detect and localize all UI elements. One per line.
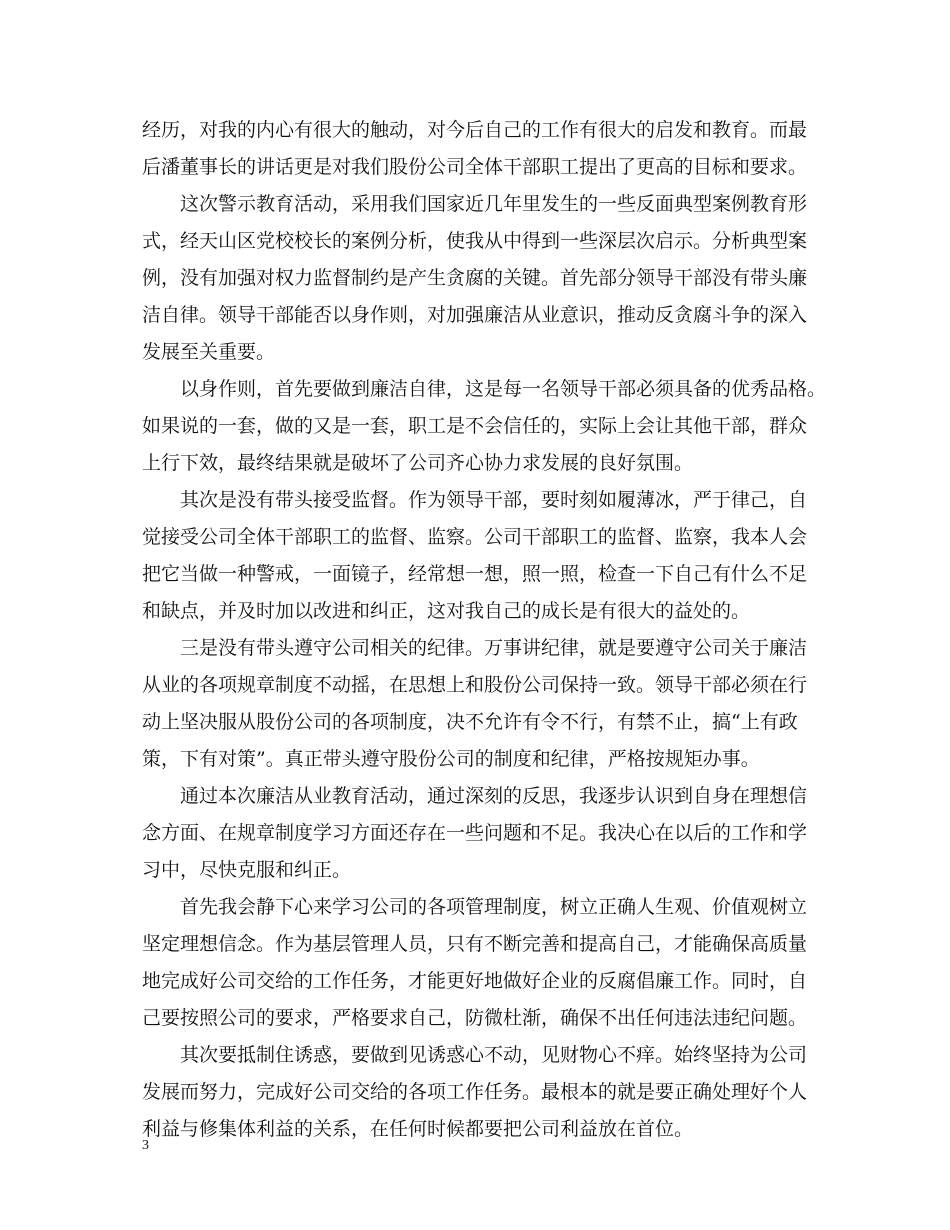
text-line: 发展至关重要。 (142, 341, 276, 363)
text-line: 式，经天山区党校校长的案例分析，使我从中得到一些深层次启示。分析典型案 (142, 230, 808, 252)
text-line: 习中，尽快克服和纠正。 (142, 859, 352, 881)
text-line: 上行下效，最终结果就是破坏了公司齐心协力求发展的良好氛围。 (142, 452, 694, 474)
text-line: 如果说的一套，做的又是一套，职工是不会信任的，实际上会让其他干部，群众 (142, 415, 808, 437)
text-line: 其次是没有带头接受监督。作为领导干部，要时刻如履薄冰，严于律己，自 (142, 489, 808, 511)
text-line: 这次警示教育活动，采用我们国家近几年里发生的一些反面典型案例教育形 (142, 193, 808, 215)
text-line: 动上坚决服从股份公司的各项制度，决不允许有令不行，有禁不止，搞“上有政 (142, 711, 798, 733)
text-line: 后潘董事长的讲话更是对我们股份公司全体干部职工提出了更高的目标和要求。 (142, 156, 808, 178)
text-line: 念方面、在规章制度学习方面还存在一些问题和不足。我决心在以后的工作和学 (142, 822, 808, 844)
text-line: 首先我会静下心来学习公司的各项管理制度，树立正确人生观、价值观树立 (142, 896, 808, 918)
text-line: 三是没有带头遵守公司相关的纪律。万事讲纪律，就是要遵守公司关于廉洁 (142, 637, 808, 659)
text-line: 经历，对我的内心有很大的触动，对今后自己的工作有很大的启发和教育。而最 (142, 119, 808, 141)
text-line: 洁自律。领导干部能否以身作则，对加强廉洁从业意识，推动反贪腐斗争的深入 (142, 304, 808, 326)
text-line: 地完成好公司交给的工作任务，才能更好地做好企业的反腐倡廉工作。同时，自 (142, 970, 808, 992)
text-line: 通过本次廉洁从业教育活动，通过深刻的反思，我逐步认识到自身在理想信 (142, 785, 808, 807)
page-number: 3 (142, 1138, 149, 1153)
text-line: 坚定理想信念。作为基层管理人员，只有不断完善和提高自己，才能确保高质量 (142, 933, 808, 955)
text-line: 和缺点，并及时加以改进和纠正，这对我自己的成长是有很大的益处的。 (142, 600, 751, 622)
text-line: 发展而努力，完成好公司交给的各项工作任务。最根本的就是要正确处理好个人 (142, 1081, 808, 1103)
text-line: 策，下有对策”。真正带头遵守股份公司的制度和纪律，严格按规矩办事。 (142, 748, 760, 770)
text-line: 以身作则，首先要做到廉洁自律，这是每一名领导干部必须具备的优秀品格。 (142, 378, 827, 400)
text-line: 己要按照公司的要求，严格要求自己，防微杜渐，确保不出任何违法违纪问题。 (142, 1007, 808, 1029)
text-line: 利益与修集体利益的关系，在任何时候都要把公司利益放在首位。 (142, 1118, 694, 1140)
text-line: 从业的各项规章制度不动摇，在思想上和股份公司保持一致。领导干部必须在行 (142, 674, 808, 696)
text-line: 其次要抵制住诱惑，要做到见诱惑心不动，见财物心不痒。始终坚持为公司 (142, 1044, 808, 1066)
text-line: 觉接受公司全体干部职工的监督、监察。公司干部职工的监督、监察，我本人会 (142, 526, 808, 548)
text-line: 把它当做一种警戒，一面镜子，经常想一想，照一照，检查一下自己有什么不足 (142, 563, 808, 585)
text-line: 例，没有加强对权力监督制约是产生贪腐的关键。首先部分领导干部没有带头廉 (142, 267, 808, 289)
